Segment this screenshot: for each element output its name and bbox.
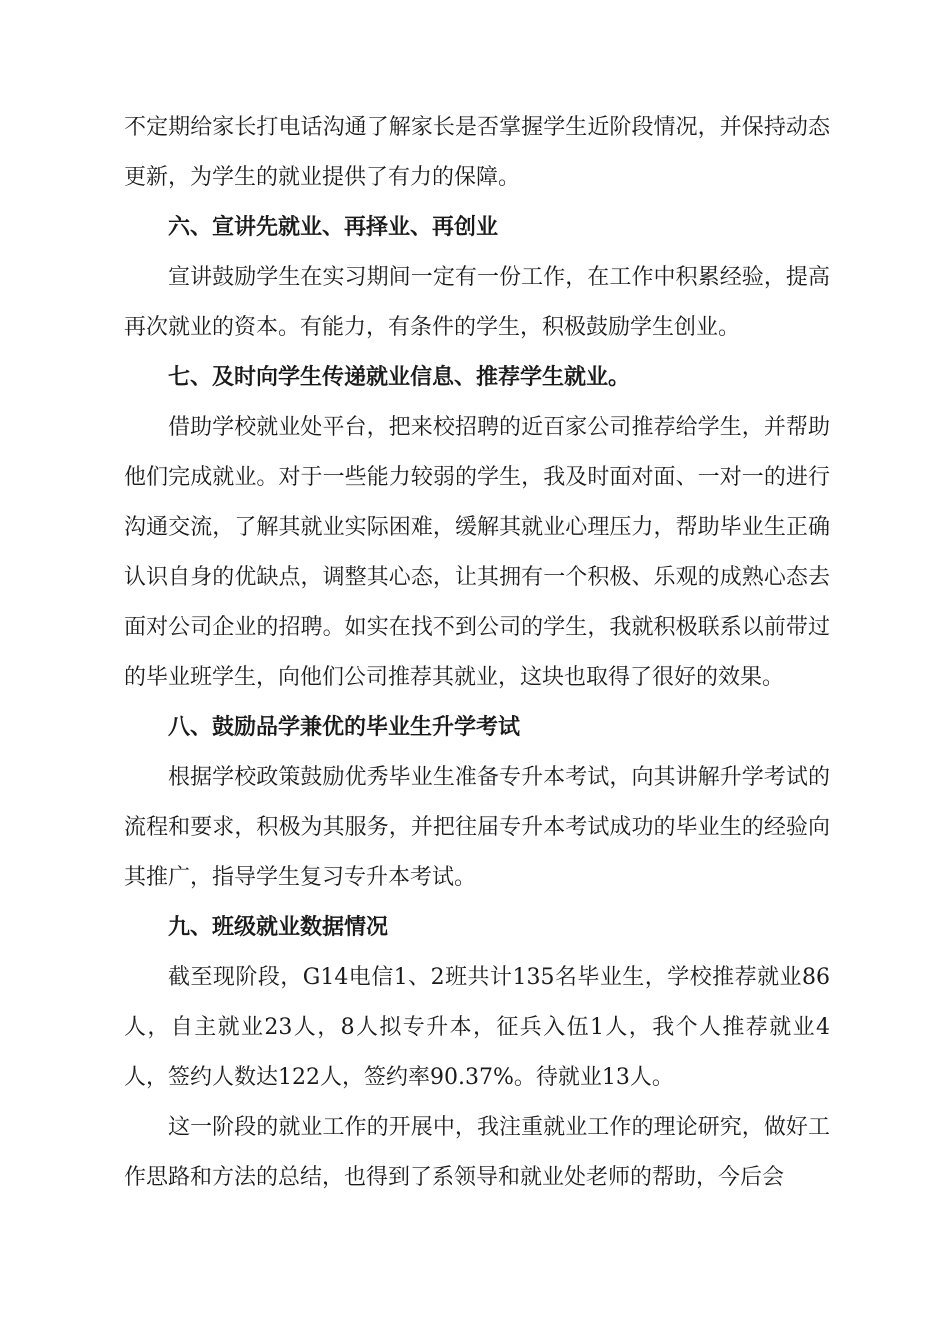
section-heading-eight: 八、鼓励品学兼优的毕业生升学考试 bbox=[168, 715, 521, 740]
paragraph-summary: 这一阶段的就业工作的开展中，我注重就业工作的理论研究，做好工作思路和方法的总结，也得到了系领导和就业处老师的帮助，今后会 bbox=[124, 1115, 830, 1190]
paragraph-section-seven: 借助学校就业处平台，把来校招聘的近百家公司推荐给学生，并帮助他们完成就业。对于一些能力较弱的学生，我及时面对面、一对一的进行沟通交流，了解其就业实际困难，缓解其就业心理压力，帮助毕业生正确认识自身的优缺点，调整其心态，让其拥有一个积极、乐观的成熟心态去面对公司企业的招聘。如实在找不到公司的学生，我就积极联系以前带过的毕业班学生，向他们公司推荐其就业，这块也取得了很好的效果。 bbox=[124, 415, 830, 690]
paragraph-section-eight: 根据学校政策鼓励优秀毕业生准备专升本考试，向其讲解升学考试的流程和要求，积极为其服务，并把往届专升本考试成功的毕业生的经验向其推广，指导学生复习专升本考试。 bbox=[124, 765, 830, 890]
section-heading-nine: 九、班级就业数据情况 bbox=[168, 915, 389, 940]
section-heading-six: 六、宣讲先就业、再择业、再创业 bbox=[168, 215, 499, 240]
paragraph-continuation: 不定期给家长打电话沟通了解家长是否掌握学生近阶段情况，并保持动态更新，为学生的就业提供了有力的保障。 bbox=[124, 115, 830, 190]
paragraph-employment-data: 截至现阶段，G14电信1、2班共计135名毕业生，学校推荐就业86人，自主就业23人，8人拟专升本，征兵入伍1人，我个人推荐就业4人，签约人数达122人，签约率90.37%。待就业13人。 bbox=[124, 965, 830, 1090]
document-body bbox=[124, 103, 830, 1203]
section-heading-seven: 七、及时向学生传递就业信息、推荐学生就业。 bbox=[168, 365, 631, 390]
paragraph-section-six: 宣讲鼓励学生在实习期间一定有一份工作，在工作中积累经验，提高再次就业的资本。有能力，有条件的学生，积极鼓励学生创业。 bbox=[124, 265, 830, 340]
